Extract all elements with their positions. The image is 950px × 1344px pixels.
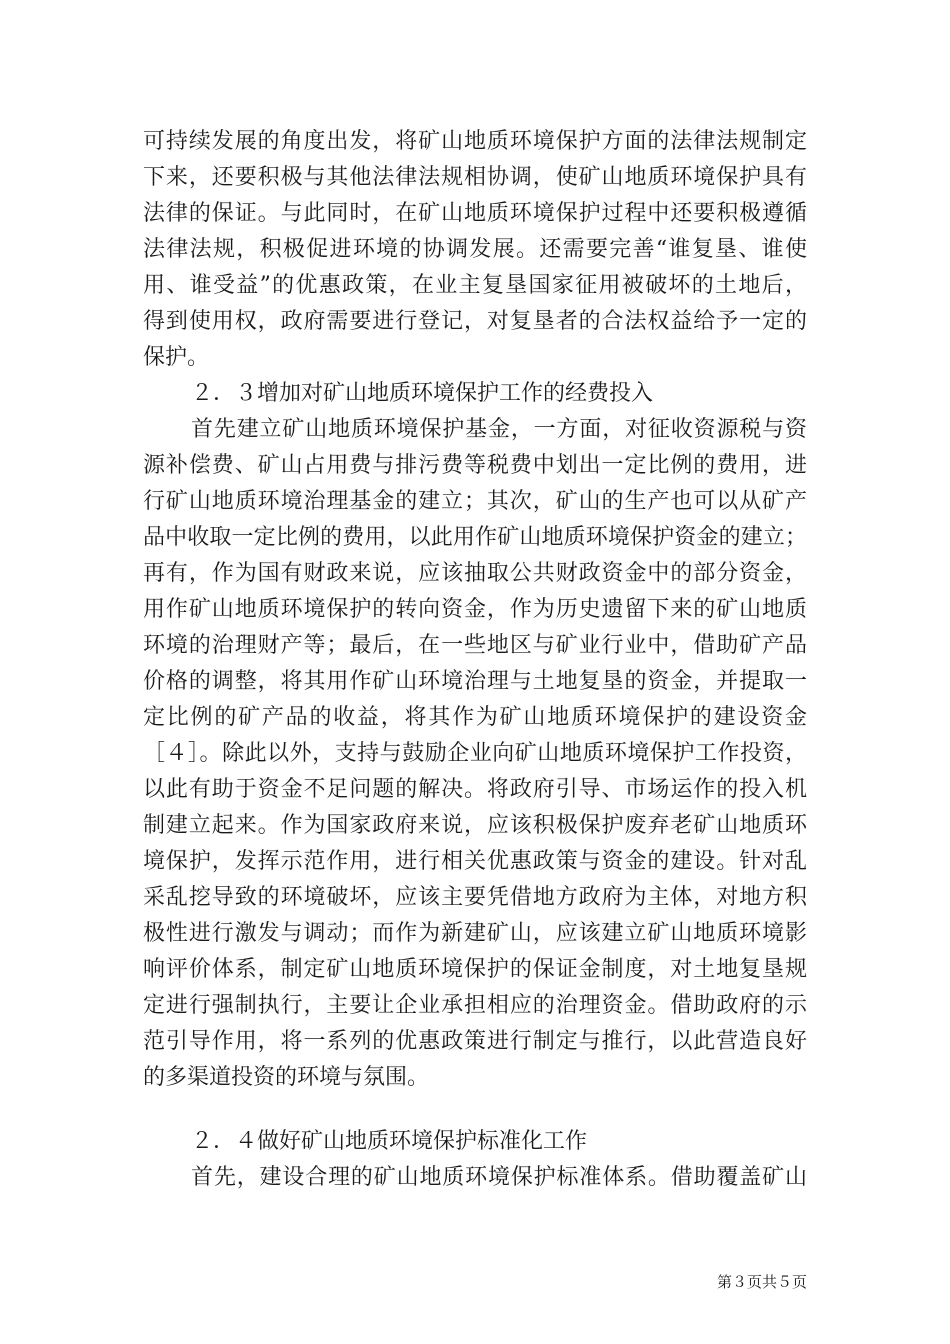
paragraph-line: 法律法规，积极促进环境的协调发展。还需要完善“谁复垦、谁使 — [143, 237, 807, 262]
paragraph-line: 以此有助于资金不足问题的解决。将政府引导、市场运作的投入机 — [143, 777, 807, 802]
paragraph-line: 响评价体系，制定矿山地质环境保护的保证金制度，对土地复垦规 — [143, 957, 807, 982]
paragraph-line: 价格的调整，将其用作矿山环境治理与土地复垦的资金，并提取一 — [143, 669, 807, 694]
paragraph-line: 极性进行激发与调动；而作为新建矿山，应该建立矿山地质环境影 — [143, 921, 807, 946]
paragraph-line: 保护。 — [143, 345, 210, 370]
paragraph-line: 源补偿费、矿山占用费与排污费等税费中划出一定比例的费用，进 — [143, 453, 807, 478]
paragraph-line: 首先，建设合理的矿山地质环境保护标准体系。借助覆盖矿山 — [191, 1165, 807, 1190]
paragraph-line: 定进行强制执行，主要让企业承担相应的治理资金。借助政府的示 — [143, 993, 807, 1018]
paragraph-line: 法律的保证。与此同时，在矿山地质环境保护过程中还要积极遵循 — [143, 201, 807, 226]
paragraph-line: 行矿山地质环境治理基金的建立；其次，矿山的生产也可以从矿产 — [143, 489, 807, 514]
paragraph-line: ［４］。除此以外，支持与鼓励企业向矿山地质环境保护工作投资， — [143, 741, 807, 766]
section-heading-2-3: ２．３增加对矿山地质环境保护工作的经费投入 — [191, 381, 654, 406]
paragraph-line: 首先建立矿山地质环境保护基金，一方面，对征收资源税与资 — [191, 417, 807, 442]
paragraph-line: 境保护，发挥示范作用，进行相关优惠政策与资金的建设。针对乱 — [143, 849, 807, 874]
paragraph-line: 得到使用权，政府需要进行登记，对复垦者的合法权益给予一定的 — [143, 309, 807, 334]
paragraph-line: 下来，还要积极与其他法律法规相协调，使矿山地质环境保护具有 — [143, 165, 807, 190]
paragraph-line: 可持续发展的角度出发，将矿山地质环境保护方面的法律法规制定 — [143, 129, 807, 154]
paragraph-line: 用作矿山地质环境保护的转向资金，作为历史遗留下来的矿山地质 — [143, 597, 807, 622]
paragraph-line: 的多渠道投资的环境与氛围。 — [143, 1065, 430, 1090]
paragraph-line: 定比例的矿产品的收益，将其作为矿山地质环境保护的建设资金 — [143, 705, 807, 730]
paragraph-line: 范引导作用，将一系列的优惠政策进行制定与推行，以此营造良好 — [143, 1029, 807, 1054]
paragraph-line: 用、谁受益”的优惠政策，在业主复垦国家征用被破坏的土地后， — [143, 273, 807, 298]
paragraph-line: 环境的治理财产等；最后，在一些地区与矿业行业中，借助矿产品 — [143, 633, 807, 658]
page-number: 第３页共５页 — [716, 1273, 807, 1291]
paragraph-line: 制建立起来。作为国家政府来说，应该积极保护废弃老矿山地质环 — [143, 813, 807, 838]
section-heading-2-4: ２．４做好矿山地质环境保护标准化工作 — [191, 1129, 588, 1154]
paragraph-line: 再有，作为国有财政来说，应该抽取公共财政资金中的部分资金， — [143, 561, 807, 586]
paragraph-line: 采乱挖导致的环境破坏，应该主要凭借地方政府为主体，对地方积 — [143, 885, 807, 910]
paragraph-line: 品中收取一定比例的费用，以此用作矿山地质环境保护资金的建立； — [143, 525, 807, 550]
